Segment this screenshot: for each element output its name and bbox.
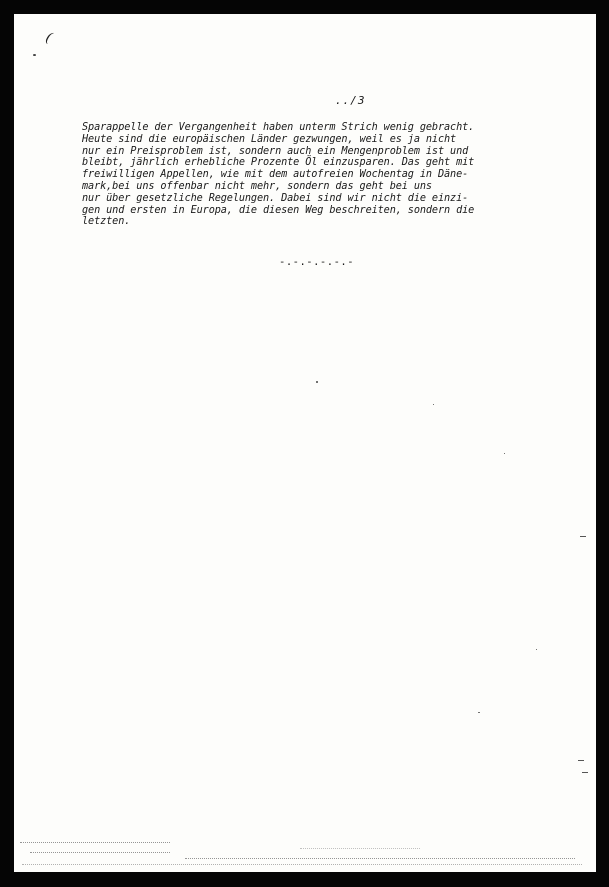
text-line: freiwilligen Appellen, wie mit dem autofreien Wochentag in Däne- <box>82 169 469 181</box>
section-separator: -.-.-.-.-.- <box>279 256 355 268</box>
text-line: Sparappelle der Vergangenheit haben unterm Strich wenig gebracht. <box>82 122 475 133</box>
scan-speck <box>536 649 537 650</box>
scan-noise <box>30 852 170 853</box>
text-line: nur über gesetzliche Regelungen. Dabei sind wir nicht die einzi- <box>82 192 469 204</box>
scan-noise <box>22 864 582 865</box>
scan-noise <box>185 858 575 859</box>
text-line: letzten. <box>82 216 131 228</box>
scan-noise <box>300 848 420 849</box>
scan-speck <box>478 712 480 713</box>
text-line: mark,bei uns offenbar nicht mehr, sondern das geht bei uns <box>82 180 432 192</box>
edge-dash <box>578 760 584 761</box>
text-line: Heute sind die europäischen Länder gezwungen, weil es ja nicht <box>82 133 457 145</box>
scan-speck <box>433 404 434 405</box>
text-line: nur ein Preisproblem ist, sondern auch ein Mengenproblem ist und <box>82 145 469 157</box>
edge-dash <box>582 772 588 773</box>
body-paragraph <box>82 122 562 228</box>
page-reference: ../3 <box>335 94 366 107</box>
scan-speck <box>316 381 318 383</box>
edge-dash <box>580 536 586 537</box>
scan-speck <box>504 453 505 454</box>
scan-noise <box>20 842 170 843</box>
text-line: gen und ersten in Europa, die diesen Weg beschreiten, sondern die <box>82 204 475 216</box>
stray-mark: ( <box>43 29 55 47</box>
stray-speck <box>33 54 36 56</box>
text-line: bleibt, jährlich erhebliche Prozente Öl einzusparen. Das geht mit <box>82 157 475 169</box>
